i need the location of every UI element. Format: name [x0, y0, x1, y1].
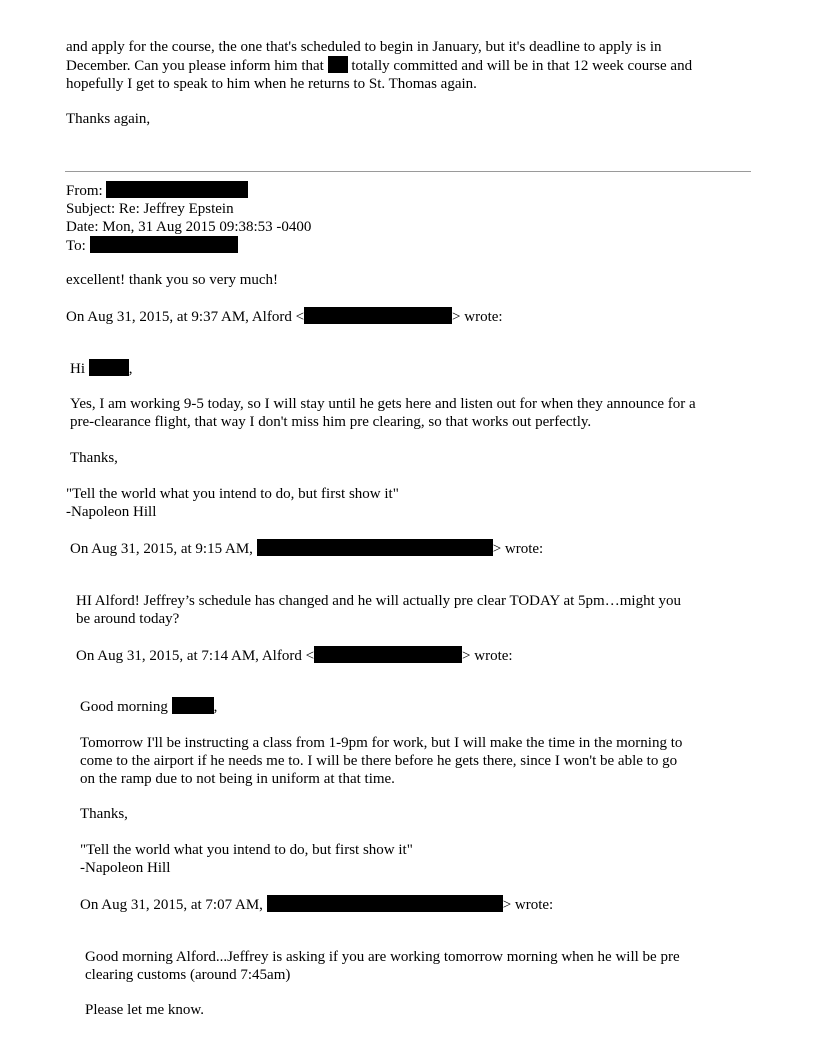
closing-line: Please let me know.	[85, 1002, 204, 1018]
redaction-box	[328, 56, 348, 73]
subject-line: Subject: Re: Jeffrey Epstein	[66, 201, 234, 217]
greeting-text: Hi	[70, 361, 85, 377]
reply-body: excellent! thank you so very much!	[66, 272, 279, 288]
quote-header-post: > wrote:	[462, 648, 513, 664]
redaction-box	[257, 539, 493, 556]
greeting	[80, 697, 816, 716]
greeting-comma: ,	[128, 361, 133, 377]
divider	[65, 171, 751, 172]
quote-header-post: > wrote:	[502, 897, 554, 913]
intro-line-2-after: totally committed and will be in that 12 week course and	[351, 58, 693, 74]
signature-author: -Napoleon Hill	[80, 860, 171, 876]
message-line-2: clearing customs (around 7:45am)	[85, 967, 291, 983]
quote-header	[66, 307, 816, 326]
quote-header	[70, 539, 816, 558]
message-line-1: Tomorrow I'll be instructing a class from 1-9pm for work, but I will make the time in the morning to	[80, 735, 683, 751]
thanks: Thanks,	[70, 450, 118, 466]
quote-header-pre: On Aug 31, 2015, at 7:14 AM, Alford <	[76, 648, 315, 664]
quote-header-post: > wrote:	[452, 309, 503, 325]
message-line-2: come to the airport if he needs me to. I will be there before he gets there, since I won't be able to go	[80, 753, 678, 769]
intro-line-3: hopefully I get to speak to him when he returns to St. Thomas again.	[66, 76, 477, 92]
intro-line-2	[66, 56, 816, 75]
quote-header-pre: On Aug 31, 2015, at 7:07 AM,	[80, 897, 263, 913]
to-line	[66, 236, 816, 255]
intro-thanks: Thanks again,	[66, 111, 151, 127]
greeting-comma: ,	[213, 699, 218, 715]
redaction-box	[267, 895, 503, 912]
quote-header-pre: On Aug 31, 2015, at 9:15 AM,	[70, 541, 253, 557]
redaction-box	[172, 697, 214, 714]
signature-author: -Napoleon Hill	[66, 504, 157, 520]
email-header	[66, 181, 816, 255]
date-line: Date: Mon, 31 Aug 2015 09:38:53 -0400	[66, 219, 312, 235]
redaction-box	[304, 307, 452, 324]
redaction-box	[90, 236, 238, 253]
greeting-text: Good morning	[80, 699, 168, 715]
redaction-box	[314, 646, 462, 663]
message-line-1: HI Alford! Jeffrey’s schedule has changed and he will actually pre clear TODAY at 5pm…might you	[76, 593, 681, 609]
from-label: From:	[66, 183, 103, 199]
signature-quote: "Tell the world what you intend to do, but first show it"	[80, 842, 413, 858]
message-line-2: be around today?	[76, 611, 180, 627]
intro-paragraph	[66, 38, 816, 93]
intro-line-1: and apply for the course, the one that's scheduled to begin in January, but it's deadline to apply is in	[66, 39, 662, 55]
message-line-1: Good morning Alford...Jeffrey is asking if you are working tomorrow morning when he will be pre	[85, 949, 680, 965]
to-label: To:	[66, 238, 86, 254]
quote-header	[76, 646, 816, 665]
from-line	[66, 181, 816, 200]
redaction-box	[89, 359, 129, 376]
redaction-box	[106, 181, 248, 198]
greeting	[70, 359, 816, 378]
quote-header-post: > wrote:	[492, 541, 544, 557]
quote-header	[80, 895, 816, 914]
signature-quote: "Tell the world what you intend to do, but first show it"	[66, 486, 399, 502]
message-line-2: pre-clearance flight, that way I don't miss him pre clearing, so that works out perfectly.	[70, 414, 592, 430]
intro-line-2-text: December. Can you please inform him that	[66, 58, 324, 74]
quote-header-pre: On Aug 31, 2015, at 9:37 AM, Alford <	[66, 309, 305, 325]
message-line-1: Yes, I am working 9-5 today, so I will stay until he gets here and listen out for when they announce for a	[70, 396, 696, 412]
message-line-3: on the ramp due to not being in uniform at that time.	[80, 771, 395, 787]
thanks: Thanks,	[80, 806, 128, 822]
